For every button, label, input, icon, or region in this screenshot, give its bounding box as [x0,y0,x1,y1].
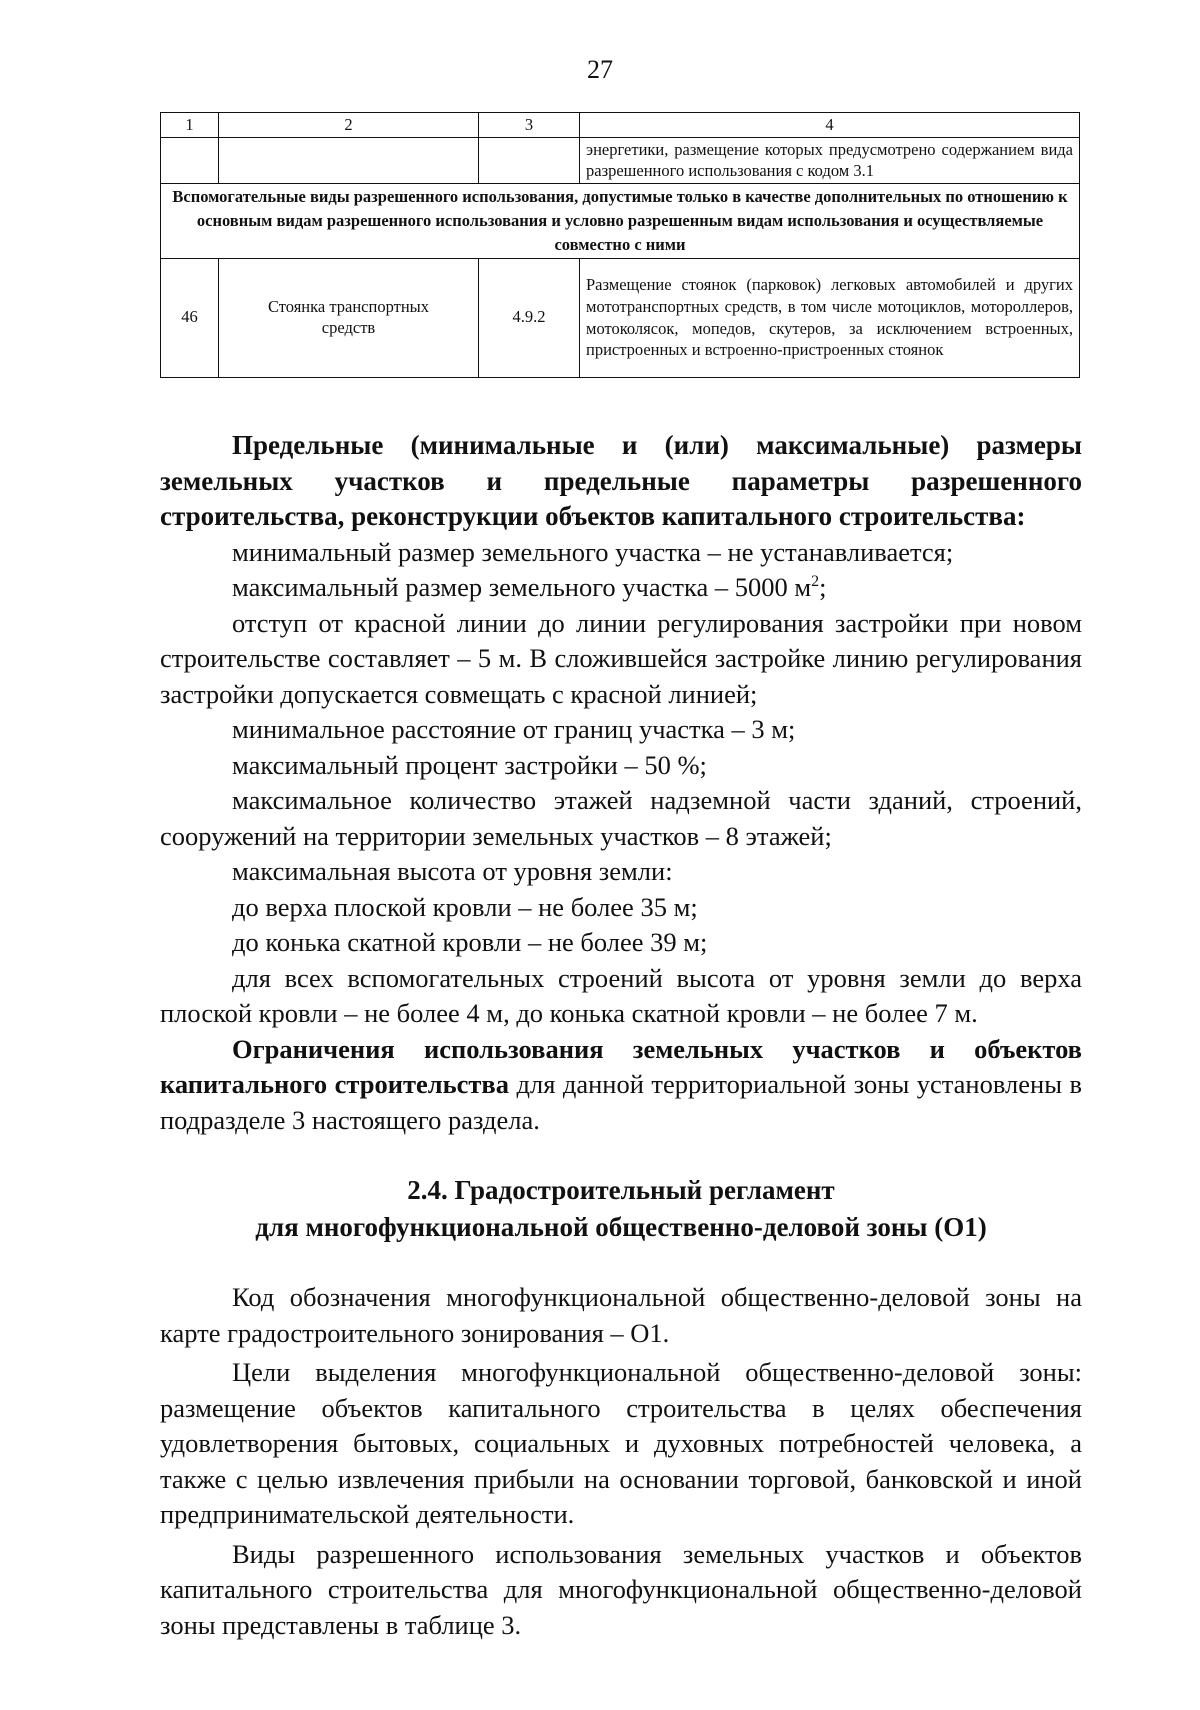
section-heading-line2: для многофункциональной общественно-деловой зоны (О1) [255,1212,987,1242]
limit-max-size-end: ; [819,572,827,602]
limit-aux-buildings: для всех вспомогательных строений высота от уровня земли до верха плоской кровли – не более 4 м, до конька скатной кровли – не более 7 м. [160,962,1082,1028]
limit-max-floors: максимальное количество этажей надземной части зданий, строений, сооружений на территории земельных участков – 8 этажей; [160,785,1082,851]
restrictions-rest: для данной территориальной зоны установлены в подразделе 3 настоящего раздела. [160,1069,1082,1135]
col-header-3: 3 [479,113,580,138]
zone-goals-paragraph: Цели выделения многофункциональной общественно-деловой зоны: размещение объектов капитального строительства в целях обеспечения удовлетворения бытовых, социальных и духовных потребностей человека, а также с целью извлечения прибыли на основании торговой, банковской и иной предпринимательской деятельности. [160,1357,1082,1529]
limit-setback: отступ от красной линии до линии регулирования застройки при новом строительстве составляет – 5 м. В сложившейся застройке линию регулирования застройки допускается совмещать с красной линией; [160,607,1082,709]
restrictions-bold: Ограничения использования земельных участков и объектов капитального строительства [160,1033,1082,1099]
section-heading [160,1172,1082,1246]
cell-number: 46 [161,258,219,377]
page-number: 27 [587,55,613,84]
superscript-2: 2 [811,573,820,591]
cell-use-name: Стоянка транспортных средств [219,258,479,377]
limit-max-size [160,570,1082,606]
col-header-1: 1 [161,113,219,138]
limit-min-distance: минимальное расстояние от границ участка – 3 м; [232,714,796,744]
col-header-4: 4 [580,113,1080,138]
cell-empty [219,138,479,184]
document-body [160,428,1082,1643]
limit-max-percent: максимальный процент застройки – 50 %; [232,749,707,780]
table-row [161,138,1080,184]
cell-empty [161,138,219,184]
zone-types-paragraph: Виды разрешенного использования земельных участков и объектов капитального строительства для многофункциональной общественно-деловой зоны представлены в таблице 3. [160,1538,1082,1640]
aux-uses-heading: Вспомогательные виды разрешенного использования, допустимые только в качестве дополнительных по отношению к основным видам разрешенного использования и условно разрешенным видам использования и осуществляемые совместно с ними [161,183,1080,258]
table-row [161,258,1080,377]
limits-title: Предельные (минимальные и (или) максимальные) размеры земельных участков и предельные параметры разрешенного строительства, реконструкции объектов капитального строительства: [160,430,1082,531]
cell-use-code: 4.9.2 [479,258,580,377]
table-header-row [161,113,1080,138]
col-header-2: 2 [219,113,479,138]
limit-max-height: максимальная высота от уровня земли: [232,856,673,886]
limit-flat-roof: до верха плоской кровли – не более 35 м; [232,891,698,922]
table-row [161,183,1080,258]
cell-use-description: Размещение стоянок (парковок) легковых автомобилей и других мототранспортных средств, в том числе мотоциклов, мотороллеров, мотоколясок, мопедов, скутеров, за исключением встроенных, пристроенных и встроенно-пристроенных стоянок [580,258,1080,377]
limit-pitched-roof: до конька скатной кровли – не более 39 м; [232,927,708,957]
limit-min-size: минимальный размер земельного участка – не устанавливается; [232,536,954,567]
section-heading-line1: 2.4. Градостроительный регламент [407,1175,835,1205]
cell-description-continued: энергетики, размещение которых предусмотрено содержанием вида разрешенного использования с кодом 3.1 [580,138,1080,184]
cell-empty [479,138,580,184]
zone-code-paragraph: Код обозначения многофункциональной общественно-деловой зоны на карте градостроительного зонирования – О1. [160,1282,1082,1348]
land-use-table [160,112,1080,378]
limit-max-size-text: максимальный размер земельного участка – 5000 м [232,572,812,602]
restrictions-paragraph [160,1032,1082,1139]
